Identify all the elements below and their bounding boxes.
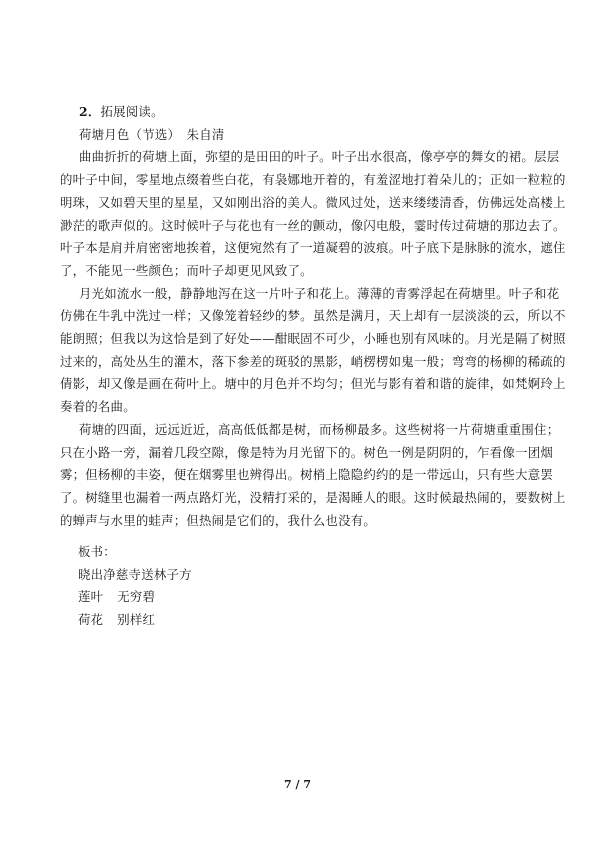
- paragraph-line: 奏着的名曲。: [60, 399, 136, 415]
- paragraph-line: 月光如流水一般，静静地泻在这一片叶子和花上。薄薄的青雾浮起在荷塘里。叶子和花: [79, 285, 560, 301]
- paragraph-line: 荷塘的四面，远远近近，高高低低都是树，而杨柳最多。这些树将一片荷塘重重围住；: [79, 421, 560, 437]
- board-row: [78, 586, 192, 609]
- board-row-right: 无穷碧: [117, 589, 156, 604]
- blackboard-notes: [78, 541, 192, 631]
- section-heading: [60, 101, 538, 124]
- board-row-left: 莲叶: [78, 589, 104, 604]
- section-title: 拓展阅读。: [100, 104, 164, 119]
- board-title: 晓出净慈寺送林子方: [78, 566, 192, 582]
- paragraph-line: 了，不能见一些颜色；而叶子却更见风致了。: [60, 262, 313, 278]
- paragraph-line: 仿佛在牛乳中洗过一样；又像笼着轻纱的梦。虽然是满月，天上却有一层淡淡的云，所以不: [60, 308, 566, 324]
- paragraph-line: 只在小路一旁，漏着几段空隙，像是特为月光留下的。树色一例是阴阴的，乍看像一团烟: [60, 444, 553, 460]
- paragraph-line: 的蝉声与水里的蛙声；但热闹是它们的，我什么也没有。: [60, 512, 377, 528]
- board-label: 板书：: [78, 544, 116, 559]
- paragraph-line: 了。树缝里也漏着一两点路灯光，没精打采的，是渴睡人的眼。这时候最热闹的，要数树上: [60, 489, 566, 505]
- paragraph-line: 的叶子中间，零星地点缀着些白花，有袅娜地开着的，有羞涩地打着朵儿的；正如一粒粒的: [60, 172, 566, 188]
- paragraph-line: 能朗照；但我以为这恰是到了好处——酣眠固不可少，小睡也别有风味的。月光是隔了树照: [60, 331, 566, 347]
- paragraph-line: 雾；但杨柳的丰姿，便在烟雾里也辨得出。树梢上隐隐约约的是一带远山，只有些大意罢: [60, 467, 553, 483]
- article-title: 荷塘月色（节选） 朱自清: [79, 126, 225, 142]
- paragraph-line: 倩影，却又像是画在荷叶上。塘中的月色并不均匀；但光与影有着和谐的旋律，如梵婀玲上: [60, 376, 566, 392]
- paragraph-line: 渺茫的歌声似的。这时候叶子与花也有一丝的颤动，像闪电般，霎时传过荷塘的那边去了。: [60, 217, 566, 233]
- section-number: 2．: [79, 104, 101, 119]
- reading-section: [60, 101, 566, 532]
- board-row-right: 别样红: [117, 611, 156, 627]
- board-row-left: 荷花: [78, 611, 104, 627]
- paragraph-line: 叶子本是肩并肩密密地挨着，这便宛然有了一道凝碧的波痕。叶子底下是脉脉的流水，遮住: [60, 240, 566, 256]
- page-number: 7 / 7: [284, 778, 311, 791]
- paragraph-line: 明珠，又如碧天里的星星，又如刚出浴的美人。微风过处，送来缕缕清香，仿佛远处高楼上: [60, 194, 566, 210]
- paragraph-line: 过来的，高处丛生的灌木，落下参差的斑驳的黑影，峭楞楞如鬼一般；弯弯的杨柳的稀疏的: [60, 353, 566, 369]
- paragraph-line: 曲曲折折的荷塘上面，弥望的是田田的叶子。叶子出水很高，像亭亭的舞女的裙。层层: [79, 149, 560, 165]
- board-row: [78, 609, 192, 632]
